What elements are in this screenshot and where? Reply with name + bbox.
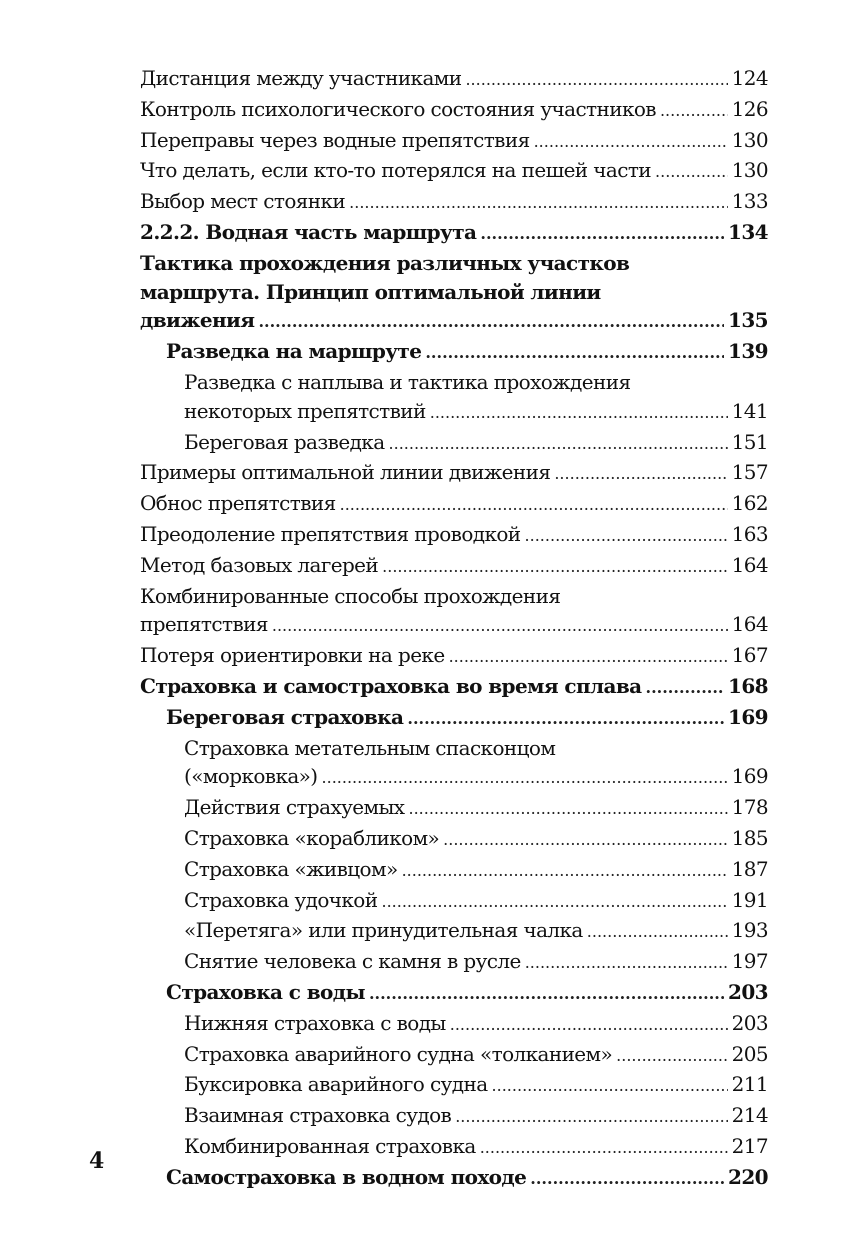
- dot-leader: [402, 855, 728, 886]
- dot-leader: [660, 95, 728, 126]
- toc-entry-title: Страховка с воды: [166, 979, 365, 1004]
- toc-entry-line: [140, 126, 768, 157]
- toc-entry-title: Взаимная страховка судов: [184, 1103, 452, 1128]
- toc-entry[interactable]: [140, 1070, 768, 1101]
- toc-entry-page: 205: [731, 1041, 768, 1066]
- toc-entry-title: Страховка удочкой: [184, 887, 378, 912]
- toc-entry-page: 169: [728, 704, 768, 729]
- toc-entry-title: Выбор мест стоянки: [140, 189, 346, 214]
- toc-entry-page: 164: [731, 612, 768, 637]
- toc-entry[interactable]: [140, 582, 768, 642]
- toc-entry-line: [184, 1101, 768, 1132]
- toc-entry[interactable]: [140, 249, 768, 337]
- toc-entry-line: [166, 978, 768, 1009]
- toc-entry[interactable]: [140, 824, 768, 855]
- toc-entry-title: Действия страхуемых: [184, 795, 405, 820]
- toc-entry-title: Преодоление препятствия проводкой: [140, 521, 521, 546]
- toc-entry-page: 187: [731, 856, 768, 881]
- dot-leader: [389, 428, 728, 459]
- toc-entry-line: [140, 641, 768, 672]
- toc-entry-title: «Перетяга» или принудительная чалка: [184, 918, 583, 943]
- toc-entry-line: [184, 428, 768, 459]
- toc-entry[interactable]: [140, 672, 768, 703]
- toc-entry-title: Метод базовых лагерей: [140, 552, 379, 577]
- toc-entry-title: Буксировка аварийного судна: [184, 1072, 488, 1097]
- toc-entry[interactable]: [140, 916, 768, 947]
- toc-entry-title: 2.2.2. Водная часть маршрута: [140, 219, 477, 244]
- dot-leader: [534, 126, 728, 157]
- toc-entry-page: 203: [731, 1010, 768, 1035]
- toc-entry-line: [140, 489, 768, 520]
- toc-entry-line: [184, 1070, 768, 1101]
- toc-entry[interactable]: [140, 551, 768, 582]
- toc-entry-line: [184, 1132, 768, 1163]
- toc-entry-page: 162: [731, 491, 768, 516]
- toc-entry-page: 191: [731, 887, 768, 912]
- dot-leader: [554, 458, 727, 489]
- toc-entry-line: [140, 610, 768, 641]
- toc-entry-title: Примеры оптимальной линии движения: [140, 460, 551, 485]
- toc-entry-title: Переправы через водные препятствия: [140, 127, 530, 152]
- toc-entry-line: [184, 793, 768, 824]
- toc-entry[interactable]: [140, 428, 768, 459]
- toc-entry[interactable]: [140, 520, 768, 551]
- dot-leader: [407, 703, 724, 734]
- toc-entry-title: Потеря ориентировки на реке: [140, 643, 445, 668]
- toc-entry-title: («морковка»): [184, 764, 318, 789]
- toc-entry[interactable]: [140, 886, 768, 917]
- dot-leader: [430, 397, 728, 428]
- toc-entry-title: Снятие человека с камня в русле: [184, 949, 521, 974]
- toc-entry-page: 220: [728, 1164, 768, 1189]
- table-of-contents: [140, 64, 768, 1193]
- toc-entry[interactable]: [140, 703, 768, 734]
- toc-entry-title: Самостраховка в водном походе: [166, 1164, 527, 1189]
- toc-entry-title-line: Страховка метательным спасконцом: [184, 735, 556, 760]
- toc-entry-page: 126: [731, 96, 768, 121]
- toc-entry-line: [140, 95, 768, 126]
- toc-entry-page: 130: [731, 127, 768, 152]
- toc-entry-page: 135: [728, 308, 768, 333]
- toc-entry-title: Береговая разведка: [184, 429, 385, 454]
- toc-entry-title-line: Тактика прохождения различных участков: [140, 250, 630, 275]
- toc-entry[interactable]: [140, 458, 768, 489]
- dot-leader: [465, 64, 727, 95]
- dot-leader: [272, 610, 728, 641]
- toc-entry-page: 168: [728, 673, 768, 698]
- toc-entry-line: [166, 337, 768, 368]
- toc-entry-title: Комбинированная страховка: [184, 1133, 476, 1158]
- toc-entry-page: 163: [731, 521, 768, 546]
- dot-leader: [450, 1009, 728, 1040]
- toc-entry[interactable]: [140, 95, 768, 126]
- dot-leader: [258, 306, 724, 337]
- toc-entry-line: [140, 156, 768, 187]
- toc-entry-line: [166, 703, 768, 734]
- toc-entry-title: Что делать, если кто-то потерялся на пешей части: [140, 158, 652, 183]
- toc-entry[interactable]: [140, 978, 768, 1009]
- toc-entry-page: 139: [728, 339, 768, 364]
- toc-entry[interactable]: [140, 489, 768, 520]
- toc-entry-line: [184, 1009, 768, 1040]
- dot-leader: [492, 1070, 728, 1101]
- toc-entry-line: [184, 855, 768, 886]
- toc-entry-line: [140, 551, 768, 582]
- dot-leader: [449, 641, 728, 672]
- dot-leader: [322, 762, 728, 793]
- toc-entry-page: 133: [731, 189, 768, 214]
- dot-leader: [369, 978, 724, 1009]
- dot-leader: [480, 1132, 728, 1163]
- toc-entry[interactable]: [140, 1009, 768, 1040]
- dot-leader: [382, 551, 727, 582]
- toc-entry-title: Обнос препятствия: [140, 491, 336, 516]
- toc-entry-page: 197: [731, 949, 768, 974]
- toc-entry-line: [184, 916, 768, 947]
- toc-entry[interactable]: [140, 855, 768, 886]
- toc-entry-title: препятствия: [140, 612, 268, 637]
- toc-entry[interactable]: [140, 734, 768, 794]
- toc-entry[interactable]: [140, 641, 768, 672]
- toc-entry-title-line: Комбинированные способы прохождения: [140, 583, 561, 608]
- toc-entry-page: 130: [731, 158, 768, 183]
- dot-leader: [616, 1040, 727, 1071]
- toc-entry[interactable]: [140, 218, 768, 249]
- toc-entry-title: Страховка «корабликом»: [184, 825, 440, 850]
- toc-entry-line: [184, 824, 768, 855]
- dot-leader: [443, 824, 727, 855]
- dot-leader: [425, 337, 724, 368]
- dot-leader: [525, 520, 728, 551]
- toc-entry-line: [140, 218, 768, 249]
- toc-entry-line: [140, 306, 768, 337]
- toc-entry-page: 178: [731, 795, 768, 820]
- toc-entry-title: Страховка «живцом»: [184, 856, 398, 881]
- toc-entry-title-line: маршрута. Принцип оптимальной линии: [140, 279, 601, 304]
- toc-entry[interactable]: [140, 1163, 768, 1194]
- toc-entry-line: [184, 1040, 768, 1071]
- toc-entry[interactable]: [140, 368, 768, 428]
- toc-entry-page: 214: [731, 1103, 768, 1128]
- toc-entry-page: 185: [731, 825, 768, 850]
- toc-entry-page: 211: [731, 1072, 768, 1097]
- toc-entry[interactable]: [140, 793, 768, 824]
- toc-entry-page: 169: [731, 764, 768, 789]
- toc-entry-page: 203: [728, 979, 768, 1004]
- toc-entry[interactable]: [140, 187, 768, 218]
- toc-entry-line: [184, 947, 768, 978]
- toc-entry-title: Дистанция между участниками: [140, 66, 462, 90]
- toc-entry-page: 157: [731, 460, 768, 485]
- toc-entry-title: Страховка и самостраховка во время сплава: [140, 673, 642, 698]
- toc-entry-line: [184, 886, 768, 917]
- toc-entry-line: [140, 520, 768, 551]
- dot-leader: [525, 947, 728, 978]
- toc-entry-page: 134: [728, 219, 768, 244]
- toc-entry-title: движения: [140, 308, 255, 333]
- toc-entry[interactable]: [140, 947, 768, 978]
- toc-entry-line: [140, 672, 768, 703]
- dot-leader: [655, 156, 728, 187]
- toc-entry-line: [140, 64, 768, 95]
- toc-entry-title: Береговая страховка: [166, 704, 404, 729]
- dot-leader: [455, 1101, 727, 1132]
- toc-entry[interactable]: [140, 1040, 768, 1071]
- toc-entry-title: Нижняя страховка с воды: [184, 1010, 446, 1035]
- page-number: 4: [89, 1148, 105, 1174]
- dot-leader: [349, 187, 727, 218]
- dot-leader: [409, 793, 728, 824]
- dot-leader: [340, 489, 728, 520]
- toc-entry-page: 151: [731, 429, 768, 454]
- toc-entry[interactable]: [140, 156, 768, 187]
- toc-entry-page: 193: [731, 918, 768, 943]
- toc-entry[interactable]: [140, 337, 768, 368]
- toc-entry-title: Страховка аварийного судна «толканием»: [184, 1041, 613, 1066]
- toc-entry-line: [140, 187, 768, 218]
- toc-entry-line: [166, 1163, 768, 1194]
- toc-entry-page: 164: [731, 552, 768, 577]
- toc-entry-page: 124: [731, 66, 768, 90]
- dot-leader: [480, 218, 724, 249]
- dot-leader: [530, 1163, 724, 1194]
- toc-entry-line: [184, 397, 768, 428]
- toc-entry-page: 141: [731, 398, 768, 423]
- toc-entry[interactable]: [140, 1101, 768, 1132]
- toc-entry-page: 167: [731, 643, 768, 668]
- toc-entry-page: 217: [731, 1133, 768, 1158]
- dot-leader: [381, 886, 727, 917]
- toc-entry[interactable]: [140, 64, 768, 95]
- toc-entry[interactable]: [140, 126, 768, 157]
- toc-entry-line: [184, 762, 768, 793]
- toc-entry-line: [140, 458, 768, 489]
- toc-entry-title: Контроль психологического состояния участников: [140, 96, 656, 121]
- dot-leader: [646, 672, 725, 703]
- toc-entry[interactable]: [140, 1132, 768, 1163]
- toc-entry-title: Разведка на маршруте: [166, 339, 422, 364]
- toc-entry-title-line: Разведка с наплыва и тактика прохождения: [184, 369, 631, 394]
- toc-entry-title: некоторых препятствий: [184, 398, 426, 423]
- dot-leader: [587, 916, 728, 947]
